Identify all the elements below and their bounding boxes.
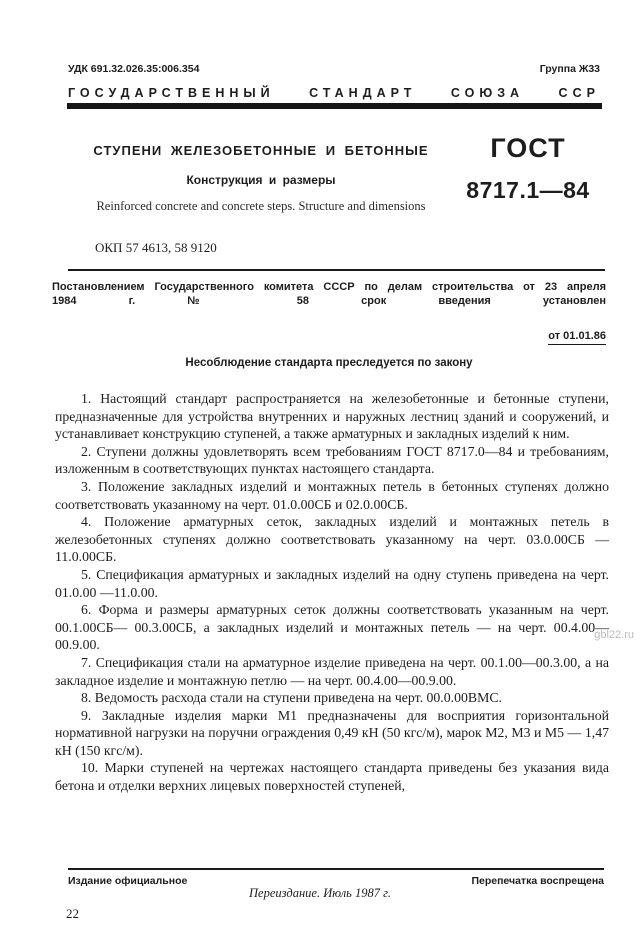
reprint-prohibited-label: Перепечатка воспрещена (471, 875, 604, 887)
body-paragraph: 1. Настоящий стандарт распространяется на железобетонные и бетонные ступени, предназначенные для устройства внутренних и наружных лестниц зданий и сооружений, и устанавливает конструкцию ступеней, а также арматурных и закладных изделий к ним. (55, 391, 609, 442)
body-paragraph: 5. Спецификация арматурных и закладных изделий на одну ступень приведена на черт. 01.0.00 —11.0.00. (55, 566, 609, 600)
gost-designation-box (454, 133, 602, 214)
decree-text: Постановлением Государственного комитета СССР по делам строительства от 23 апреля 1984 г. № 58 срок введения установлен (52, 281, 606, 307)
body-paragraph: 6. Форма и размеры арматурных сеток должны соответствовать указанным на черт. 00.1.00СБ— 00.3.00СБ, а закладных изделий и монтажных петель — на черт. 00.4.00—00.9.00. (55, 602, 609, 653)
document-title-en: Reinforced concrete and concrete steps. Structure and dimensions (96, 199, 426, 213)
top-header-row (68, 63, 600, 75)
page-number: 22 (66, 906, 79, 921)
site-watermark: gbl22.ru (594, 629, 634, 641)
state-standard-heading: ГОСУДАРСТВЕННЫЙ СТАНДАРТ СОЮЗА ССР (68, 86, 600, 100)
title-column (68, 133, 454, 214)
footer-rule (68, 868, 604, 870)
effective-date: от 01.01.86 (548, 330, 606, 345)
udk-code: УДК 691.32.026.35:006.354 (68, 63, 200, 75)
body-paragraph: 7. Спецификация стали на арматурное изделие приведена на черт. 00.1.00—00.3.00, а на закладное изделие и монтажную петлю — на черт. 00.4.00—00.9.00. (55, 654, 609, 688)
decree-block (52, 280, 606, 370)
law-notice: Несоблюдение стандарта преследуется по закону (185, 357, 473, 369)
gost-label: ГОСТ (490, 133, 566, 163)
body-paragraph: 9. Закладные изделия марки М1 предназначены для восприятия горизонтальной нормативной нагрузки на поручни ограждения 0,49 кН (50 кгс/м), марок М2, М3 и М5 — 1,47 кН (150 кгс/м). (55, 707, 609, 758)
heading-rule-bar (67, 103, 602, 109)
body-paragraph: 2. Ступени должны удовлетворять всем требованиям ГОСТ 8717.0—84 и требованиям, изложенным в соответствующих пунктах настоящего стандарта. (55, 443, 609, 477)
gost-number: 8717.1—84 (466, 177, 590, 203)
official-edition-label: Издание официальное (68, 875, 188, 887)
standard-body-text (55, 390, 609, 795)
title-area (68, 133, 602, 214)
reissue-note: Переиздание. Июль 1987 г. (249, 886, 391, 900)
body-paragraph: 3. Положение закладных изделий и монтажных петель в бетонных ступенях должно соответствовать указанному на черт. 01.0.00СБ и 02.0.00СБ. (55, 478, 609, 512)
document-title-ru: СТУПЕНИ ЖЕЛЕЗОБЕТОННЫЕ И БЕТОННЫЕ (93, 143, 429, 158)
okp-codes: ОКП 57 4613, 58 9120 (95, 240, 217, 255)
body-paragraph: 8. Ведомость расхода стали на ступени приведена на черт. 00.0.00ВМС. (81, 690, 503, 706)
body-paragraph: 4. Положение арматурных сеток, закладных изделий и монтажных петель в железобетонных ступенях должно соответствовать указанному на черт. 03.0.00СБ — 11.0.00СБ. (55, 514, 609, 565)
body-paragraph: 10. Марки ступеней на чертежах настоящего стандарта приведены без указания вида бетона и отделки верхних лицевых поверхностей ступеней, (55, 760, 609, 794)
document-subtitle-ru: Конструкция и размеры (186, 173, 336, 187)
group-code: Группа Ж33 (539, 63, 600, 75)
separator-rule (68, 269, 605, 271)
effective-date-row (52, 329, 606, 343)
scanned-standard-page (0, 63, 640, 940)
